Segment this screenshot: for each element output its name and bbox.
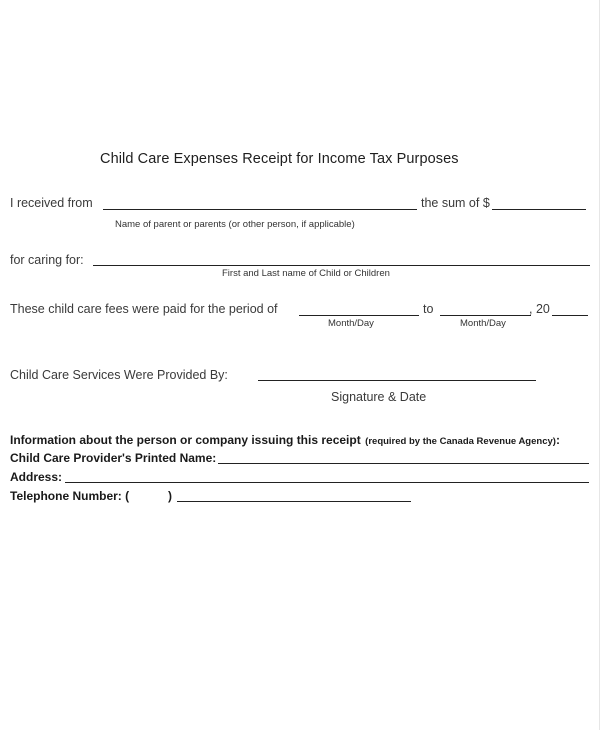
period-to-caption: Month/Day: [460, 318, 506, 329]
address-field[interactable]: [65, 482, 589, 483]
issuer-heading-colon: :: [555, 433, 560, 447]
telephone-close-paren: ): [168, 489, 172, 503]
caring-for-caption: First and Last name of Child or Children: [222, 268, 390, 279]
sum-field[interactable]: [492, 209, 586, 210]
issuer-heading-row: [10, 431, 560, 449]
year-label: , 20: [529, 302, 550, 316]
telephone-label: Telephone Number: (: [10, 489, 130, 503]
period-to-label: to: [423, 302, 434, 316]
period-from-caption: Month/Day: [328, 318, 374, 329]
period-to-field[interactable]: [440, 315, 531, 316]
received-from-caption: Name of parent or parents (or other person, if applicable): [115, 219, 355, 230]
received-from-label: I received from: [10, 196, 93, 210]
page-title: Child Care Expenses Receipt for Income Tax Purposes: [100, 151, 459, 167]
sum-label: the sum of $: [421, 196, 490, 210]
caring-for-label: for caring for:: [10, 253, 84, 267]
printed-name-field[interactable]: [218, 463, 589, 464]
area-code-field[interactable]: [134, 501, 164, 502]
address-label: Address:: [10, 470, 63, 484]
signature-caption: Signature & Date: [331, 390, 427, 404]
received-from-field[interactable]: [103, 209, 417, 210]
period-label: These child care fees were paid for the period of: [10, 302, 278, 316]
telephone-field[interactable]: [177, 501, 411, 502]
signature-field[interactable]: [258, 380, 536, 381]
year-field[interactable]: [552, 315, 588, 316]
issuer-heading: Information about the person or company issuing this receipt: [10, 433, 361, 447]
printed-name-label: Child Care Provider's Printed Name:: [10, 451, 217, 465]
period-from-field[interactable]: [299, 315, 419, 316]
provided-by-label: Child Care Services Were Provided By:: [10, 368, 228, 382]
issuer-heading-note: (required by the Canada Revenue Agency): [365, 436, 556, 447]
caring-for-field[interactable]: [93, 265, 590, 266]
